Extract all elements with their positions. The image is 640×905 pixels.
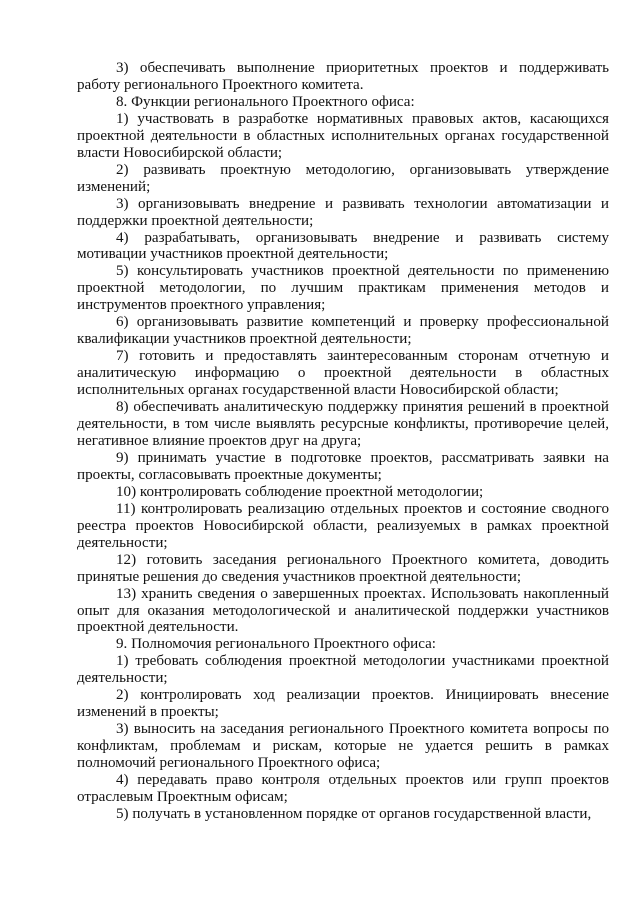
section-heading: 8. Функции регионального Проектного офиса: (116, 93, 415, 110)
paragraph: 13) хранить сведения о завершенных проектах. Использовать накопленный опыт для оказания методологической и аналитической поддержки участников проектной деятельности. (77, 585, 609, 636)
paragraph: 4) разрабатывать, организовывать внедрение и развивать систему мотивации участников проектной деятельности; (77, 229, 609, 263)
paragraph: 1) требовать соблюдения проектной методологии участниками проектной деятельности; (77, 653, 609, 687)
paragraph: 8) обеспечивать аналитическую поддержку принятия решений в проектной деятельности, в том числе выявлять ресурсные конфликты, противоречие целей, негативное влияние проектов друг на друга; (77, 399, 609, 449)
paragraph: 6) организовывать развитие компетенций и проверку профессиональной квалификации участников проектной деятельности; (77, 314, 609, 348)
paragraph: 12) готовить заседания регионального Проектного комитета, доводить принятые решения до сведения участников проектной деятельности; (77, 551, 609, 585)
paragraph: 9) принимать участие в подготовке проектов, рассматривать заявки на проекты, согласовывать проектные документы; (77, 449, 609, 483)
paragraph: 3) обеспечивать выполнение приоритетных проектов и поддерживать работу регионального Проектного комитета. (77, 60, 609, 93)
paragraph: 5) консультировать участников проектной деятельности по применению проектной методологии, по лучшим практикам применения методов и инструментов проектного управления; (77, 263, 609, 314)
paragraph: 1) участвовать в разработке нормативных правовых актов, касающихся проектной деятельности в областных исполнительных органах государственной власти Новосибирской области; (77, 110, 609, 161)
paragraph: 2) контролировать ход реализации проектов. Инициировать внесение изменений в проекты; (77, 687, 609, 721)
paragraph: 3) организовывать внедрение и развивать технологии автоматизации и поддержки проектной деятельности; (77, 195, 609, 229)
paragraph: 2) развивать проектную методологию, организовывать утверждение изменений; (77, 161, 609, 195)
paragraph: 4) передавать право контроля отдельных проектов или групп проектов отраслевым Проектным офисам; (77, 772, 609, 805)
paragraph: 10) контролировать соблюдение проектной методологии; (116, 483, 484, 500)
section-heading: 9. Полномочия регионального Проектного офиса: (116, 636, 436, 653)
document-body (77, 60, 609, 823)
paragraph: 11) контролировать реализацию отдельных проектов и состояние сводного реестра проектов Новосибирской области, реализуемых в рамках проектной деятельности; (77, 500, 609, 551)
paragraph: 7) готовить и предоставлять заинтересованным сторонам отчетную и аналитическую информацию о проектной деятельности в областных исполнительных органах государственной власти Новосибирской области; (77, 348, 609, 399)
paragraph: 3) выносить на заседания регионального Проектного комитета вопросы по конфликтам, проблемам и рискам, которые не удается решить в рамках полномочий регионального Проектного офиса; (77, 721, 609, 772)
paragraph: 5) получать в установленном порядке от органов государственной власти, (116, 805, 592, 822)
